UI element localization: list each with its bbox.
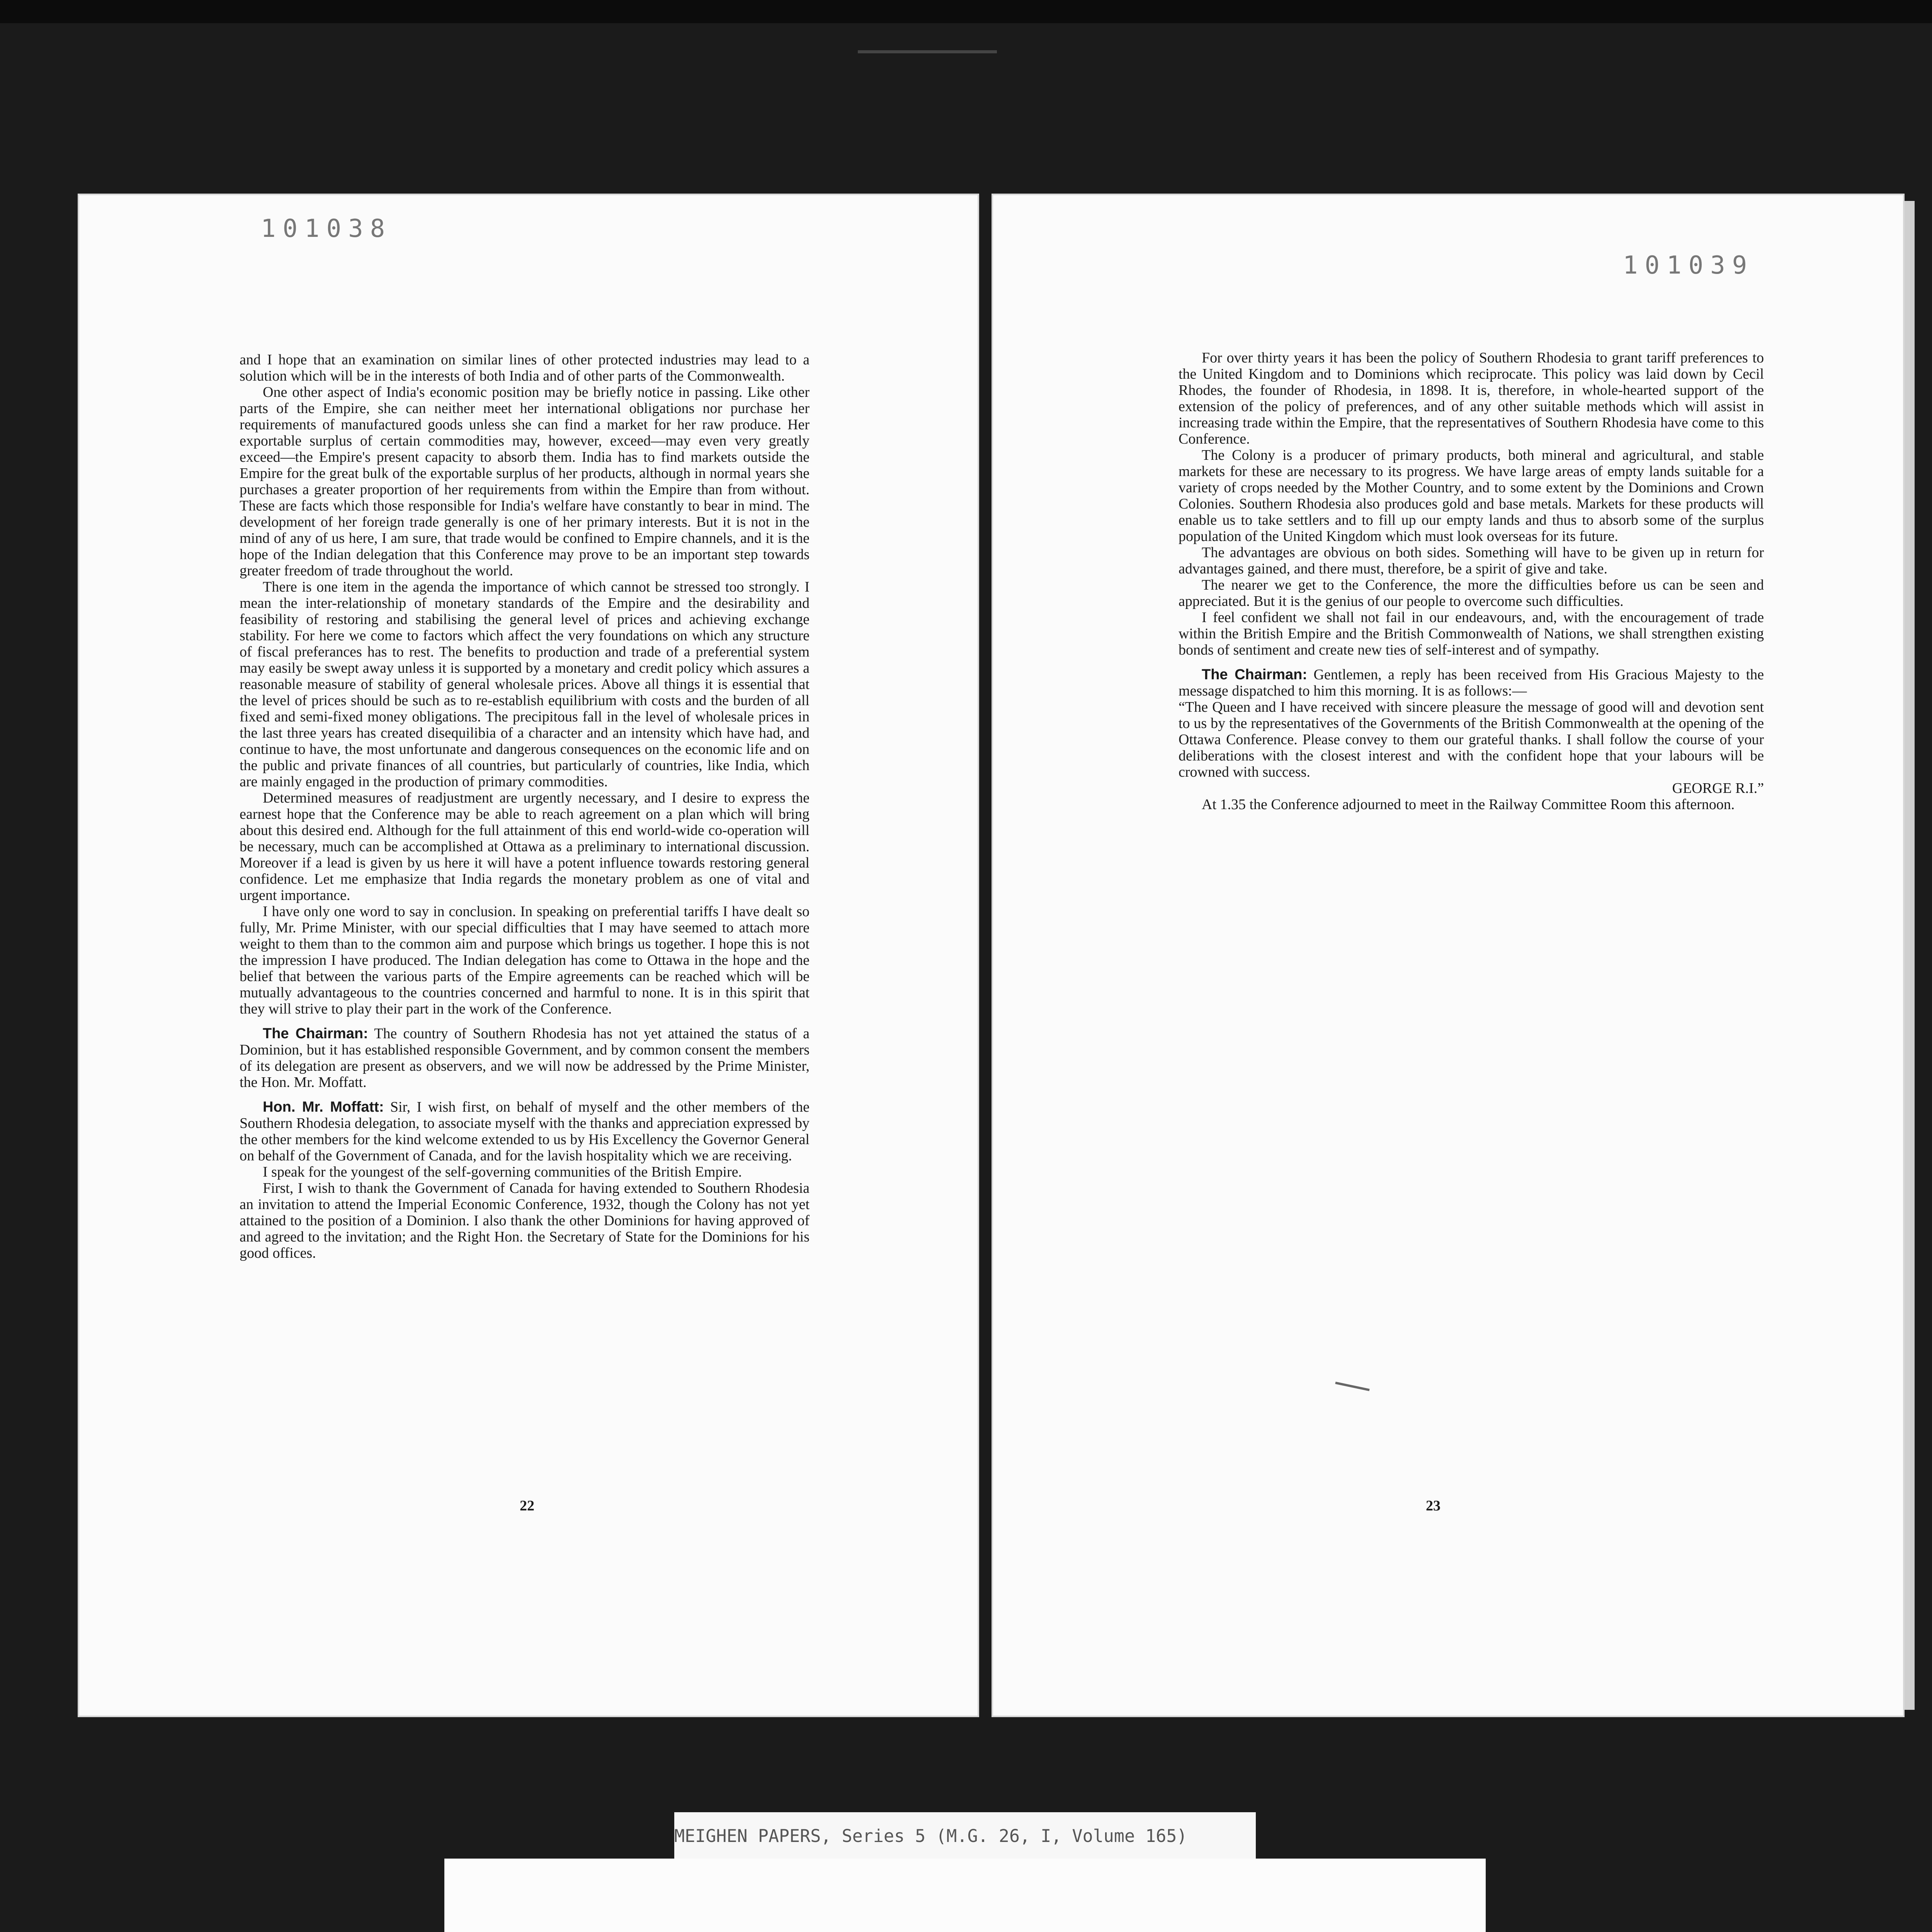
closing-note: At 1.35 the Conference adjourned to meet in the Railway Committee Room this afternoon. (1202, 796, 1735, 813)
paragraph-text: Gentlemen, a reply has been received from His Gracious Majesty to the message dispatched to him this morning. It is as follows:— (1179, 667, 1764, 699)
right-page (993, 195, 1903, 1716)
paragraph (240, 790, 810, 903)
left-page-text (240, 352, 810, 1261)
speaker-name: The Chairman: (1202, 667, 1307, 683)
paragraph (240, 1099, 810, 1164)
speaker-name: The Chairman: (263, 1026, 368, 1042)
paragraph (240, 579, 810, 790)
right-page-paragraphs (1179, 350, 1764, 699)
paragraph-text: There is one item in the agenda the importance of which cannot be stressed too strongly. I mean the inter-relationship of monetary standards of the Empire and the desirability and feasibility of restoring and stabilising the general level of prices and achieving exchange stability. For here we come to factors which affect the very foundations on which any structure of fiscal preferances has to rest. The benefits to production and trade of a preferential system may easily be swept away unless it is supported by a monetary and credit policy which assures a reasonable measure of stability of general wholesale prices. Above all things it is essential that the level of prices should be such as to re-establish equilibrium with costs and the burden of all fixed and semi-fixed money obligations. The precipitous fall in the level of wholesale prices in the last three years has created disequilibia of a character and an intensity which have had, and continue to have, the most unfortunate and dangerous consequences on the economic life and on the public and private finances of all countries, but particularly of countries, like India, which are mainly engaged in the production of primary commodities. (240, 579, 810, 790)
paragraph (240, 903, 810, 1017)
paragraph-text: One other aspect of India's economic position may be briefly notice in passing. Like other parts of the Empire, she can neither meet her international obligations nor purchase her requirements of manufactured goods unless she can find a market for her raw produce. Her exportable surplus of certain commodities may, however, exceed—may even very greatly exceed—the Empire's present capacity to absorb them. India has to find markets outside the Empire for the great bulk of the exportable surplus of her products, although in normal years she purchases a greater proportion of her requirements from within the Empire than from without. These are facts which those responsible for India's welfare have constantly to bear in mind. The development of her foreign trade generally is one of her primary interests. But it is not in the mind of any of us here, I am sure, that trade would be confined to Empire channels, and it is the hope of the Indian delegation that this Conference may prove to be an important step towards greater freedom of trade throughout the world. (240, 384, 810, 579)
paragraph (1179, 577, 1764, 609)
collection-label (674, 1812, 1256, 1861)
paragraph-text: First, I wish to thank the Government of Canada for having extended to Southern Rhodesia an invitation to attend the Imperial Economic Conference, 1932, though the Colony has not yet attained to the position of a Dominion. I also thank the other Dominions for having approved of and agreed to the invitation; and the Right Hon. the Secretary of State for the Dominions for his good offices. (240, 1180, 810, 1261)
paragraph (240, 1026, 810, 1090)
royal-message-quote: “The Queen and I have received with sincere pleasure the message of good will and devotion sent to us by the representatives of the Governments of the British Commonwealth at the opening of the Ottawa Conference. Please convey to them our grateful thanks. I shall follow the course of your deliberations with the closest interest and with the confident hope that your labours will be crowned with success. (1179, 699, 1764, 780)
left-page (79, 195, 978, 1716)
paragraph (1179, 667, 1764, 699)
paragraph (240, 352, 810, 384)
film-scratch (858, 50, 997, 53)
paragraph-text: The advantages are obvious on both sides. Something will have to be given up in return for advantages gained, and there must, therefore, be a spirit of give and take. (1179, 544, 1764, 577)
paragraph (240, 1180, 810, 1261)
page-number-left: 22 (520, 1498, 534, 1514)
speaker-name: Hon. Mr. Moffatt: (263, 1099, 384, 1115)
paragraph (240, 384, 810, 579)
paragraph (1179, 609, 1764, 658)
archive-card (444, 1859, 1486, 1932)
paragraph-text: Determined measures of readjustment are urgently necessary, and I desire to express the earnest hope that the Conference may be able to reach agreement on a plan which will bring about this desired end. Although for the full attainment of this end world-wide co-operation will be necessary, much can be accomplished at Ottawa as a preliminary to international discussion. Moreover if a lead is given by us here it will have a potent influence towards restoring general confidence. Let me emphasize that India regards the monetary problem as one of vital and urgent importance. (240, 790, 810, 903)
film-top-edge (0, 0, 1932, 23)
royal-signature: GEORGE R.I.” (1672, 780, 1764, 796)
paragraph-text: The Colony is a producer of primary products, both mineral and agricultural, and stable markets for these are necessary to its progress. We have large areas of empty lands suitable for a variety of crops needed by the Mother Country, and to some extent by the Dominions and Crown Colonies. Southern Rhodesia also produces gold and base metals. Markets for these products will enable us to take settlers and to fill up our empty lands and thus to absorb some of the surplus population of the United Kingdom which must look overseas for its future. (1179, 447, 1764, 544)
archive-stamp-left: 101038 (261, 214, 392, 243)
page-number-right: 23 (1426, 1498, 1440, 1514)
paragraph (240, 1164, 810, 1180)
paragraph-text: The country of Southern Rhodesia has not yet attained the status of a Dominion, but it has established responsible Government, and by common consent the members of its delegation are present as observers, and we will now be addressed by the Prime Minister, the Hon. Mr. Moffatt. (240, 1026, 810, 1090)
paragraph-text: I have only one word to say in conclusion. In speaking on preferential tariffs I have dealt so fully, Mr. Prime Minister, with our special difficulties that I may have seemed to attach more weight to them than to the common aim and purpose which brings us together. I hope this is not the impression I have produced. The Indian delegation has come to Ottawa in the hope and the belief that between the various parts of the Empire agreements can be reached which will be mutually advantageous to the countries concerned and harmful to none. It is in this spirit that they will strive to play their part in the work of the Conference. (240, 903, 810, 1017)
right-page-text (1179, 350, 1764, 813)
archive-stamp-right: 101039 (1623, 251, 1754, 280)
paragraph (1179, 544, 1764, 577)
paragraph-text: and I hope that an examination on similar lines of other protected industries may lead to a solution which will be in the interests of both India and of other parts of the Commonwealth. (240, 352, 810, 384)
paragraph-text: Sir, I wish first, on behalf of myself and the other members of the Southern Rhodesia delegation, to associate myself with the thanks and appreciation expressed by the other members for the kind welcome extended to us by His Excellency the Governor General on behalf of the Government of Canada, and for the lavish hospitality which we are receiving. (240, 1099, 810, 1164)
paragraph (1179, 447, 1764, 544)
paragraph-text: I feel confident we shall not fail in our endeavours, and, with the encouragement of trade within the British Empire and the British Commonwealth of Nations, we shall strengthen existing bonds of sentiment and create new ties of self-interest and of sympathy. (1179, 609, 1764, 658)
paragraph-text: The nearer we get to the Conference, the more the difficulties before us can be seen and appreciated. But it is the genius of our people to overcome such difficulties. (1179, 577, 1764, 609)
collection-label-text: MEIGHEN PAPERS, Series 5 (M.G. 26, I, Volume 165) (674, 1826, 1187, 1846)
paragraph (1179, 350, 1764, 447)
paragraph-text: For over thirty years it has been the policy of Southern Rhodesia to grant tariff preferences to the United Kingdom and to Dominions which reciprocate. This policy was laid down by Cecil Rhodes, the founder of Rhodesia, in 1898. It is, therefore, in whole-hearted support of the extension of the policy of preferences, and of any other suitable methods which will assist in increasing trade within the Empire, that the representatives of Southern Rhodesia have come to this Conference. (1179, 350, 1764, 447)
pencil-mark (1335, 1382, 1369, 1391)
paragraph-text: I speak for the youngest of the self-governing communities of the British Empire. (263, 1164, 742, 1180)
